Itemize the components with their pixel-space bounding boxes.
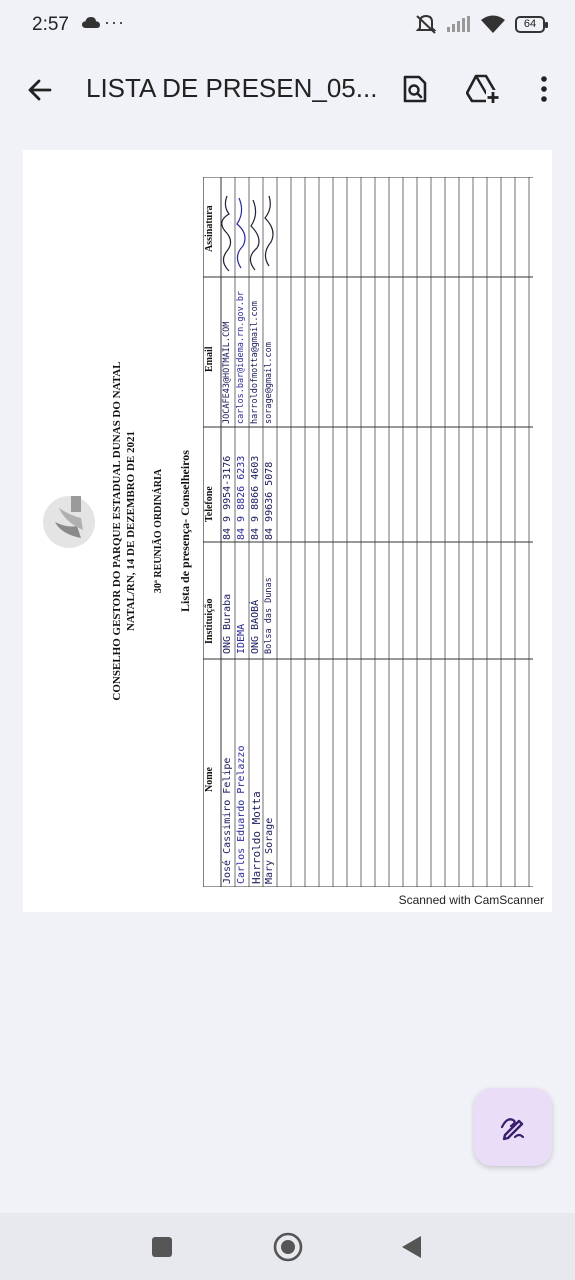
col-header-assinatura: Assinatura <box>204 205 215 252</box>
back-triangle-icon <box>401 1235 423 1259</box>
app-bar <box>0 52 575 128</box>
home-button[interactable] <box>272 1231 304 1263</box>
battery-icon <box>515 16 545 33</box>
row4-telefone: 84 99636 5078 <box>264 461 275 540</box>
row4-nome: Mary Sorage <box>264 817 275 884</box>
row3-nome: Harroldo Motta <box>250 791 263 884</box>
battery-level: 64 <box>523 18 537 30</box>
annotate-button[interactable] <box>474 1088 552 1166</box>
recents-square-icon <box>152 1237 172 1257</box>
search-in-document-icon <box>402 75 428 103</box>
row2-telefone: 84 9 8826 6233 <box>236 455 247 540</box>
heading-list: Lista de presença- Conselheiros <box>178 450 192 612</box>
row1-nome: José Cassimiro Felipe <box>222 757 233 884</box>
drive-add-button[interactable] <box>466 72 500 106</box>
signal-icon <box>447 16 471 32</box>
mute-icon <box>415 14 437 34</box>
annotate-pen-icon <box>499 1113 527 1141</box>
row3-email: harroldofmotta@gmail.com <box>250 301 260 424</box>
status-bar <box>0 0 575 52</box>
heading-council: CONSELHO GESTOR DO PARQUE ESTADUAL DUNAS DO NATAL <box>111 361 123 701</box>
back-button[interactable] <box>22 72 58 108</box>
recents-button[interactable] <box>146 1231 178 1263</box>
rotated-form <box>23 150 552 912</box>
park-logo <box>41 492 97 552</box>
cloud-icon <box>82 17 100 29</box>
row4-email: sorage@gmail.com <box>264 342 274 424</box>
row3-instituicao: ONG BAOBÁ <box>250 599 261 654</box>
row1-email: JOCAFE43@HOTMAIL.COM <box>222 321 232 424</box>
signatures <box>219 186 281 276</box>
wifi-icon <box>481 15 505 33</box>
document-title: LISTA DE PRESEN_05... <box>86 73 378 103</box>
heading-meeting: 30ª REUNIÃO ORDINÁRIA <box>153 468 164 594</box>
more-vert-icon <box>540 76 548 102</box>
scanner-footer: Scanned with CamScanner <box>398 893 544 907</box>
home-circle-icon <box>273 1232 303 1262</box>
row1-instituicao: ONG Buraba <box>222 593 233 654</box>
row2-nome: Carlos Eduardo Prelazzo <box>236 745 247 884</box>
row3-telefone: 84 9 8866 4603 <box>250 455 261 540</box>
search-in-document-button[interactable] <box>398 72 432 106</box>
back-nav-button[interactable] <box>396 1231 428 1263</box>
row1-telefone: 84 9 9954-3176 <box>222 455 233 540</box>
more-options-button[interactable] <box>527 72 561 106</box>
row4-instituicao: Bolsa das Dunas <box>264 577 274 654</box>
row2-email: carlos.bar@idema.rn.gov.br <box>236 290 246 424</box>
scanned-page[interactable] <box>23 150 552 912</box>
col-header-nome: Nome <box>204 767 215 792</box>
col-header-instituicao: Instituição <box>204 598 215 644</box>
row2-instituicao: IDEMA <box>236 623 247 654</box>
heading-date: NATAL/RN, 14 DE DEZEMBRO DE 2021 <box>125 430 137 632</box>
status-time: 2:57 <box>32 14 69 35</box>
col-header-telefone: Telefone <box>204 486 215 522</box>
status-overflow: ··· <box>104 12 125 32</box>
navigation-bar <box>0 1213 575 1280</box>
drive-add-icon <box>466 74 500 104</box>
col-header-email: Email <box>204 346 215 372</box>
back-arrow-icon <box>22 72 58 108</box>
